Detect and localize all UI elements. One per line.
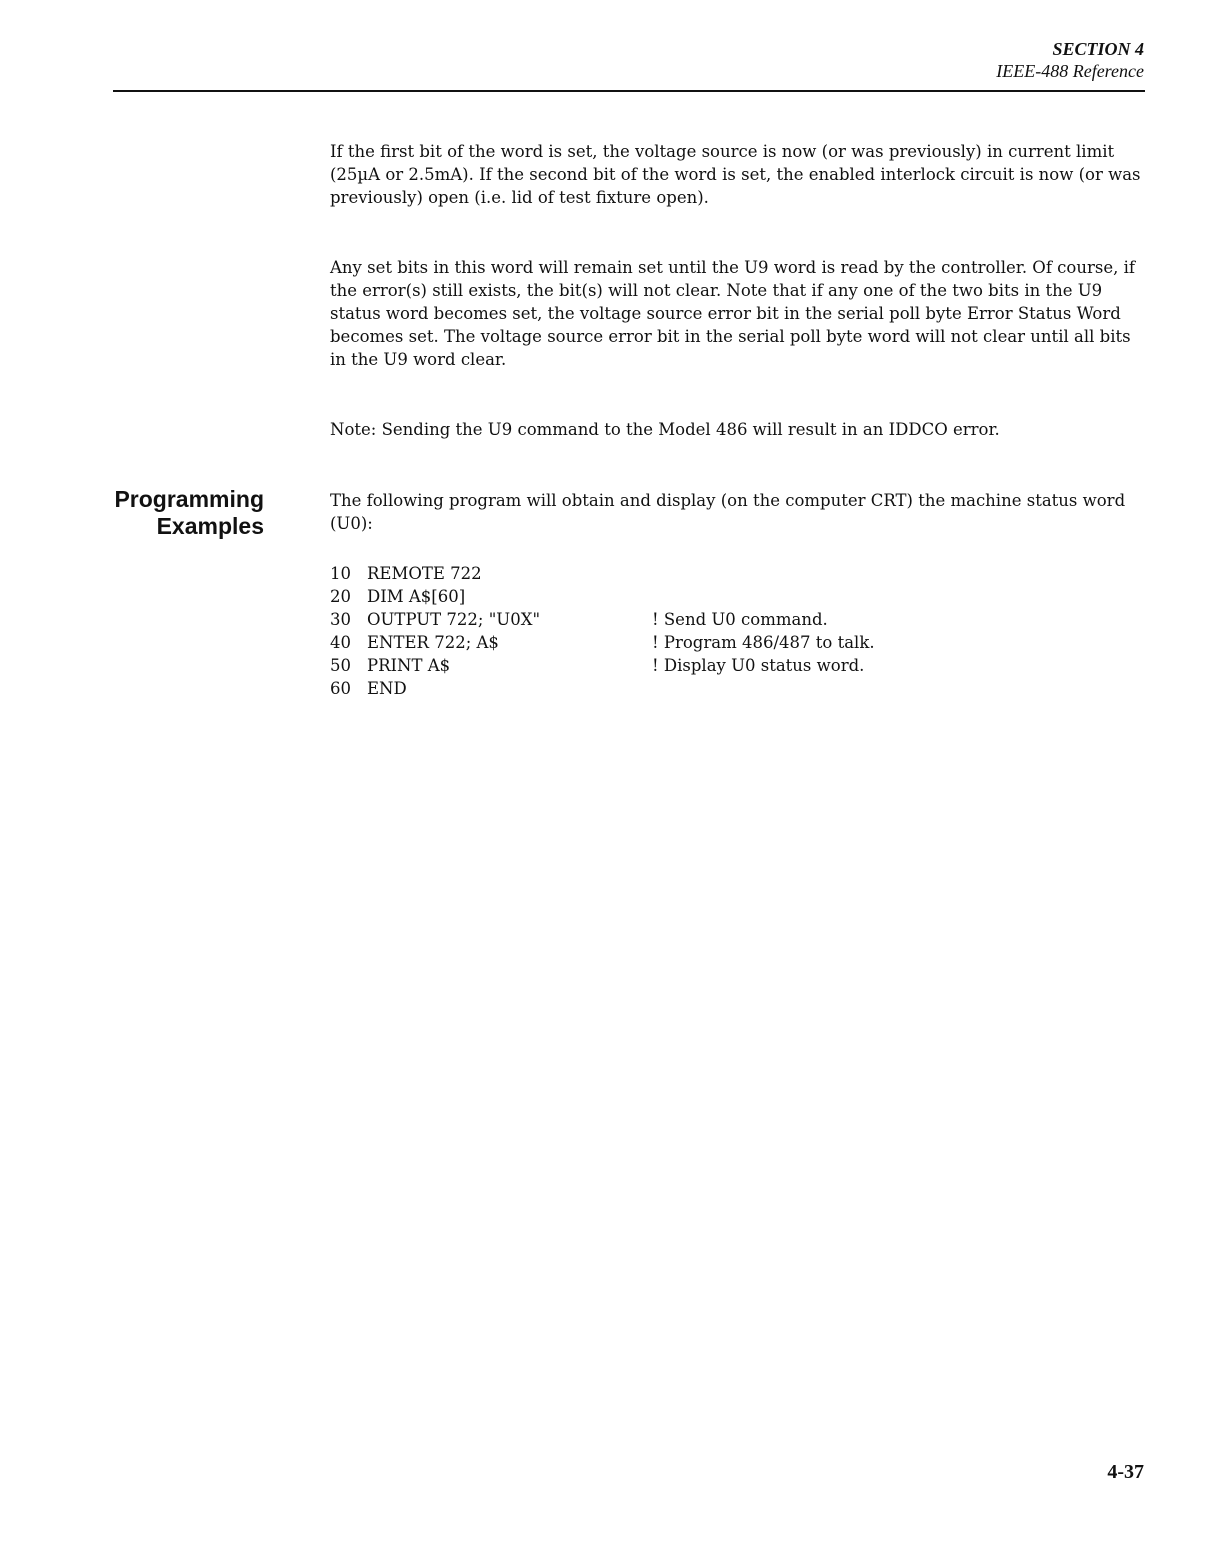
section-heading-programming-examples: [90, 486, 264, 540]
code-line: [330, 562, 1030, 585]
paragraph-set-bits: Any set bits in this word will remain set until the U9 word is read by the controller. Of course, if the error(s) still exists, the bit(s) will not clear. Note that if any one of the two bits in the U9 status word becomes set, the voltage source error bit in the serial poll byte Error Status Word becomes set. The voltage source error bit in the serial poll byte word will not clear until all bits in the U9 word clear.: [330, 258, 1135, 369]
line-number: 60: [330, 679, 351, 698]
code-comment: ! Send U0 command.: [652, 610, 828, 629]
code-comment: ! Program 486/487 to talk.: [652, 633, 875, 652]
line-number: 50: [330, 656, 351, 675]
code-statement: OUTPUT 722; "U0X": [367, 610, 541, 629]
code-line: [330, 608, 1030, 631]
code-line: [330, 631, 1030, 654]
page-number: 4-37: [1107, 1461, 1144, 1483]
page-header: [996, 38, 1144, 82]
heading-line-2: Examples: [156, 513, 264, 539]
code-statement: ENTER 722; A$: [367, 633, 499, 652]
line-number: 30: [330, 610, 351, 629]
code-comment: ! Display U0 status word.: [652, 656, 865, 675]
line-number: 40: [330, 633, 351, 652]
section-label: SECTION 4: [1052, 39, 1144, 59]
paragraph-current-limit: If the first bit of the word is set, the voltage source is now (or was previously) in current limit (25µA or 2.5mA). If the second bit of the word is set, the enabled interlock circuit is now (or was previously) open (i.e. lid of test fixture open).: [330, 142, 1141, 207]
code-statement: END: [367, 679, 407, 698]
code-listing: [330, 562, 1030, 700]
code-line: [330, 677, 1030, 700]
code-line: [330, 654, 1030, 677]
code-statement: PRINT A$: [367, 656, 451, 675]
code-statement: REMOTE 722: [367, 564, 482, 583]
heading-line-1: Programming: [114, 486, 264, 512]
header-rule: [113, 90, 1145, 92]
line-number: 10: [330, 564, 351, 583]
code-line: [330, 585, 1030, 608]
paragraph-note: Note: Sending the U9 command to the Model 486 will result in an IDDCO error.: [330, 420, 1000, 439]
line-number: 20: [330, 587, 351, 606]
code-statement: DIM A$[60]: [367, 587, 466, 606]
programming-intro: The following program will obtain and display (on the computer CRT) the machine status word (U0):: [330, 491, 1126, 533]
section-subtitle: IEEE-488 Reference: [996, 61, 1144, 81]
